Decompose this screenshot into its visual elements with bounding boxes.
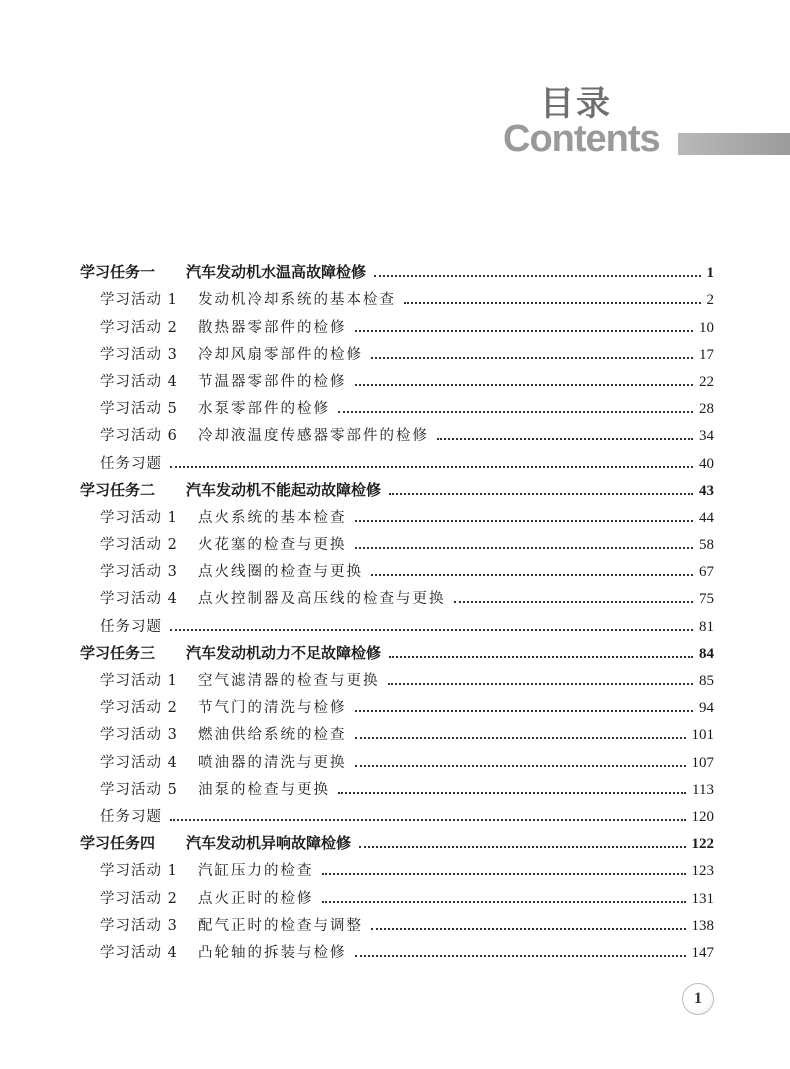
toc-entry-number: 学习活动 3 [100, 346, 178, 363]
toc-page-number: 101 [691, 727, 714, 744]
toc-entry-number: 学习活动 1 [100, 673, 178, 689]
toc-entry-label [100, 696, 347, 717]
toc-entry-label [100, 288, 396, 309]
toc-entry-title: 汽车发动机不能起动故障检修 [186, 480, 382, 499]
toc-entry-number: 学习任务二 [80, 480, 156, 499]
toc-entry-label [80, 642, 381, 663]
toc-entry-label [100, 533, 347, 554]
toc-leader-dots [355, 954, 686, 957]
toc-entry-label [100, 506, 347, 527]
toc-leader-dots [355, 329, 694, 332]
toc-leader-dots [371, 573, 693, 576]
toc-leader-dots [355, 709, 694, 712]
toc-entry-label [80, 832, 351, 853]
toc-leader-dots [374, 274, 700, 277]
toc-entry-title: 点火控制器及高压线的检查与更换 [198, 591, 446, 608]
toc-activity-row[interactable] [80, 391, 714, 418]
toc-activity-row[interactable] [80, 418, 714, 445]
toc-entry-label [100, 560, 363, 581]
toc-activity-row[interactable] [80, 309, 714, 336]
page-header [0, 0, 790, 200]
toc-leader-dots [322, 900, 686, 903]
toc-page-number: 138 [691, 917, 714, 934]
toc-entry-label [100, 615, 162, 636]
toc-entry-title: 汽车发动机水温高故障检修 [186, 263, 367, 282]
toc-entry-label [100, 397, 330, 418]
toc-entry-title: 汽缸压力的检查 [198, 863, 314, 880]
toc-entry-label [100, 316, 347, 337]
toc-leader-dots [389, 655, 693, 658]
toc-leader-dots [170, 628, 693, 631]
toc-entry-label [100, 669, 380, 690]
toc-leader-dots [170, 818, 686, 821]
toc-entry-title: 空气滤清器的检查与更换 [198, 673, 380, 689]
toc-leader-dots [359, 845, 685, 848]
toc-page-number: 10 [699, 319, 714, 336]
toc-activity-row[interactable] [80, 772, 714, 799]
toc-entry-number: 任务习题 [100, 808, 162, 825]
toc-page-number: 107 [691, 754, 714, 771]
toc-task-row[interactable] [80, 826, 714, 853]
toc-activity-row[interactable] [80, 690, 714, 717]
toc-entry-number: 学习活动 2 [100, 700, 178, 717]
toc-page-number: 75 [699, 591, 714, 608]
toc-entry-number: 学习活动 4 [100, 944, 178, 961]
toc-activity-row[interactable] [80, 282, 714, 309]
toc-page-number: 2 [706, 292, 714, 309]
toc-activity-row[interactable] [80, 663, 714, 690]
toc-entry-title: 水泵零部件的检修 [198, 401, 330, 418]
toc-entry-label [100, 751, 347, 772]
toc-leader-dots [389, 492, 693, 495]
toc-activity-row[interactable] [80, 744, 714, 771]
toc-entry-number: 学习活动 3 [100, 727, 178, 744]
toc-page-number: 120 [691, 808, 714, 825]
toc-page-number: 44 [699, 509, 714, 526]
toc-activity-row[interactable] [80, 908, 714, 935]
toc-entry-title: 冷却液温度传感器零部件的检修 [198, 428, 429, 445]
toc-entry-title: 点火正时的检修 [198, 890, 314, 907]
toc-entry-label [100, 805, 162, 826]
toc-task-row[interactable] [80, 255, 714, 282]
toc-entry-title: 配气正时的检查与调整 [198, 917, 363, 934]
toc-entry-number: 学习活动 1 [100, 509, 178, 526]
toc-activity-row[interactable] [80, 527, 714, 554]
toc-leader-dots [338, 791, 686, 794]
toc-entry-label [80, 479, 381, 500]
toc-page-number: 22 [699, 373, 714, 390]
toc-entry-number: 学习任务一 [80, 263, 156, 282]
toc-page-number: 43 [699, 482, 714, 499]
toc-page-number: 123 [691, 863, 714, 880]
toc-activity-row[interactable] [80, 717, 714, 744]
toc-entry-label [100, 941, 347, 962]
toc-entry-number: 学习活动 6 [100, 428, 178, 445]
toc-leader-dots [355, 764, 686, 767]
toc-entry-number: 任务习题 [100, 618, 162, 635]
toc-activity-row[interactable] [80, 581, 714, 608]
toc-entry-title: 凸轮轴的拆装与检修 [198, 944, 347, 961]
toc-entry-title: 发动机冷却系统的基本检查 [198, 292, 396, 309]
toc-entry-number: 学习活动 5 [100, 401, 178, 418]
toc-page-number: 131 [691, 890, 714, 907]
toc-activity-row[interactable] [80, 935, 714, 962]
table-of-contents [80, 255, 714, 962]
toc-entry-title: 散热器零部件的检修 [198, 319, 347, 336]
toc-page-number: 81 [699, 618, 714, 635]
toc-page-number: 122 [691, 836, 714, 853]
toc-activity-row[interactable] [80, 853, 714, 880]
toc-leader-dots [388, 682, 694, 685]
toc-entry-number: 学习活动 4 [100, 373, 178, 390]
toc-entry-label [100, 587, 446, 608]
toc-exercise-row[interactable] [80, 799, 714, 826]
toc-entry-title: 点火线圈的检查与更换 [198, 564, 363, 581]
toc-entry-label [80, 261, 366, 282]
toc-leader-dots [355, 519, 694, 522]
title-english: Contents [503, 118, 660, 160]
toc-exercise-row[interactable] [80, 445, 714, 472]
toc-entry-label [100, 723, 347, 744]
toc-leader-dots [355, 546, 694, 549]
toc-entry-title: 油泵的检查与更换 [198, 781, 330, 798]
toc-page-number: 17 [699, 346, 714, 363]
toc-leader-dots [371, 356, 693, 359]
toc-entry-label [100, 887, 314, 908]
toc-activity-row[interactable] [80, 554, 714, 581]
toc-leader-dots [454, 600, 694, 603]
toc-entry-label [100, 778, 330, 799]
toc-entry-number: 学习活动 2 [100, 537, 178, 554]
toc-leader-dots [338, 410, 693, 413]
toc-entry-number: 学习活动 2 [100, 890, 178, 907]
toc-entry-label [100, 914, 363, 935]
toc-leader-dots [355, 383, 694, 386]
toc-activity-row[interactable] [80, 337, 714, 364]
toc-entry-title: 喷油器的清洗与更换 [198, 754, 347, 771]
toc-entry-number: 学习活动 4 [100, 754, 178, 771]
toc-entry-title: 节温器零部件的检修 [198, 373, 347, 390]
toc-activity-row[interactable] [80, 880, 714, 907]
toc-task-row[interactable] [80, 473, 714, 500]
toc-entry-label [100, 343, 363, 364]
toc-entry-number: 学习活动 2 [100, 319, 178, 336]
toc-entry-number: 学习任务四 [80, 834, 156, 853]
page-number-badge: 1 [682, 983, 714, 1015]
toc-page-number: 147 [691, 944, 714, 961]
toc-entry-number: 学习活动 3 [100, 564, 178, 581]
toc-entry-number: 学习活动 5 [100, 781, 178, 798]
toc-leader-dots [371, 927, 686, 930]
toc-entry-label [100, 424, 429, 445]
toc-entry-number: 学习任务三 [80, 643, 156, 662]
toc-activity-row[interactable] [80, 364, 714, 391]
decorative-title-bar [678, 133, 790, 155]
toc-exercise-row[interactable] [80, 608, 714, 635]
toc-task-row[interactable] [80, 636, 714, 663]
toc-entry-number: 学习活动 3 [100, 917, 178, 934]
toc-page-number: 1 [706, 265, 714, 282]
toc-entry-label [100, 859, 314, 880]
toc-entry-title: 汽车发动机动力不足故障检修 [186, 643, 382, 662]
toc-entry-title: 点火系统的基本检查 [198, 509, 347, 526]
toc-page-number: 84 [699, 645, 714, 662]
toc-page-number: 85 [699, 673, 714, 689]
toc-page-number: 113 [692, 781, 714, 798]
toc-entry-title: 汽车发动机异响故障检修 [186, 834, 352, 853]
toc-leader-dots [437, 437, 693, 440]
toc-entry-number: 任务习题 [100, 455, 162, 472]
toc-entry-label [100, 452, 162, 473]
toc-leader-dots [322, 872, 686, 875]
toc-page-number: 67 [699, 564, 714, 581]
toc-page-number: 34 [699, 428, 714, 445]
toc-page-number: 94 [699, 700, 714, 717]
toc-activity-row[interactable] [80, 500, 714, 527]
toc-entry-title: 冷却风扇零部件的检修 [198, 346, 363, 363]
toc-entry-number: 学习活动 4 [100, 591, 178, 608]
toc-page-number: 28 [699, 401, 714, 418]
toc-entry-number: 学习活动 1 [100, 292, 178, 309]
toc-leader-dots [170, 465, 693, 468]
title-chinese: 目录 [540, 84, 612, 124]
toc-page-number: 40 [699, 455, 714, 472]
toc-entry-title: 节气门的清洗与检修 [198, 700, 347, 717]
toc-entry-number: 学习活动 1 [100, 863, 178, 880]
toc-leader-dots [355, 736, 686, 739]
toc-entry-title: 火花塞的检查与更换 [198, 537, 347, 554]
toc-entry-title: 燃油供给系统的检查 [198, 727, 347, 744]
toc-entry-label [100, 370, 347, 391]
toc-leader-dots [404, 301, 701, 304]
toc-page-number: 58 [699, 537, 714, 554]
